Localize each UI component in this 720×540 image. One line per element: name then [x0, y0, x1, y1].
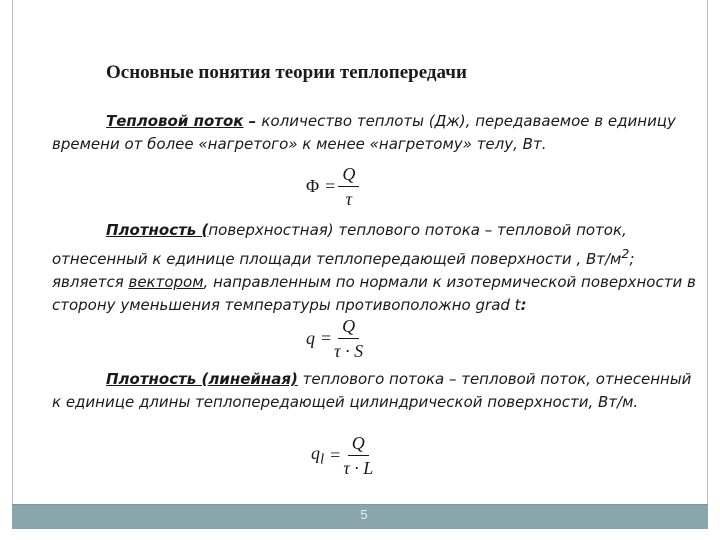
- definition-linear-density: [52, 368, 704, 414]
- denominator: τ · S: [334, 341, 364, 361]
- formula-lhs: [308, 442, 327, 468]
- definition-text: теплового потока – тепловой поток, отнесенный к единице длины теплопередающей цилиндрической поверхности, Вт/м.: [52, 370, 692, 411]
- superscript: 2: [621, 246, 630, 261]
- slide-title: Основные понятия теории теплопередачи: [106, 62, 467, 83]
- definition-text: количество теплоты (Дж), передаваемое в единицу времени от более «нагретого» к менее «нагретому» телу, Вт.: [52, 112, 676, 153]
- term-heat-flow: Тепловой поток: [106, 112, 244, 130]
- numerator: Q: [338, 163, 359, 187]
- numerator: Q: [348, 432, 369, 456]
- numerator: Q: [338, 315, 359, 339]
- definition-text-c: , направленным по нормали к изотермической поверхности в сторону уменьшения температуры противоположно: [52, 273, 696, 314]
- formula-equals: =: [330, 445, 341, 465]
- formula-heat-flow: [303, 163, 359, 210]
- grad-t: grad t: [475, 296, 521, 314]
- formula-linear-density: [308, 432, 373, 479]
- denominator: τ: [345, 189, 353, 209]
- page-number: 5: [360, 507, 368, 522]
- definition-surface-density: [52, 219, 704, 317]
- formula-lhs-symbol: q: [311, 442, 320, 463]
- formula-equals: =: [325, 176, 336, 196]
- formula-equals: =: [321, 328, 332, 348]
- fraction: [343, 432, 373, 479]
- formula-lhs-subscript: l: [320, 451, 325, 468]
- formula-lhs: q: [306, 328, 315, 348]
- fraction: [338, 163, 359, 210]
- term-linear-density: Плотность (линейная): [106, 370, 298, 388]
- dash: –: [243, 112, 262, 130]
- vector-term: вектором: [128, 273, 204, 291]
- colon: :: [520, 296, 527, 314]
- fraction: [334, 315, 363, 362]
- formula-surface-density: [303, 315, 363, 362]
- formula-lhs: Φ: [306, 176, 320, 196]
- denominator: τ · L: [343, 458, 374, 478]
- term-surface-density: Плотность (: [106, 221, 209, 239]
- definition-heat-flow: [52, 110, 704, 156]
- definition-text-a: поверхностная) теплового потока – тепловой поток, отнесенный к единице площади теплопередающей поверхности , Вт/м: [52, 221, 627, 268]
- definition-text-b: ; является: [52, 250, 635, 291]
